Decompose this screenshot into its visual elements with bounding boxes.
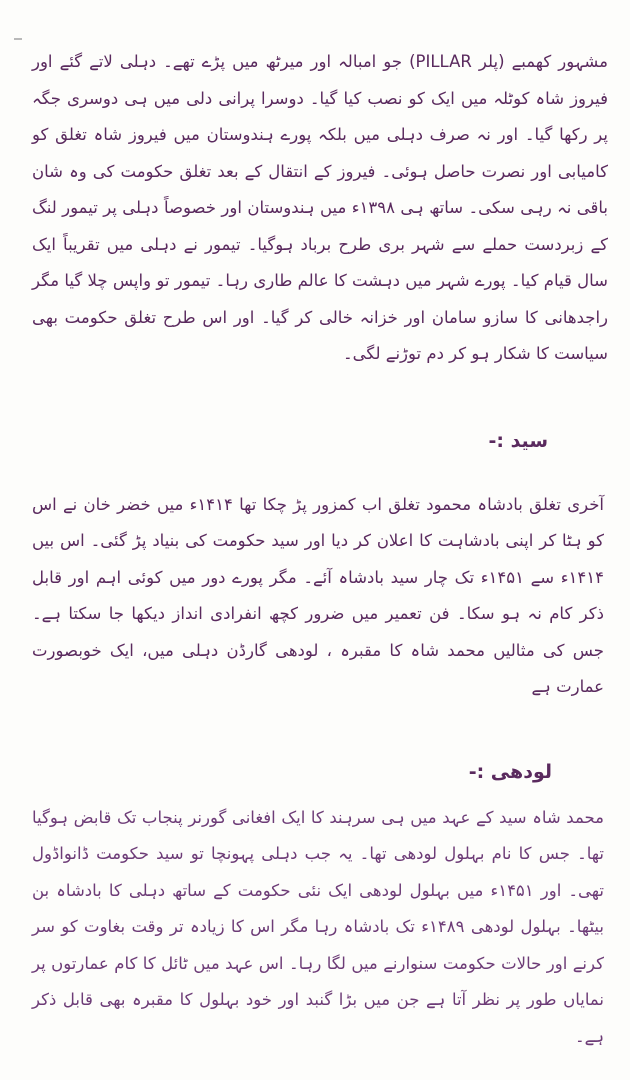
sayyid-heading: سید :- [488, 429, 548, 452]
lodi-heading: لودھی :- [468, 760, 552, 783]
sayyid-paragraph: آخری تغلق بادشاہ محمود تغلق اب کمزور پڑ چکا تھا ۱۴۱۴ء میں خضر خان نے اس کو ہٹا کر اپنی بادشاہت کا اعلان کر دیا اور سید حکومت کی بنیاد پڑ گئی۔ اس بیں ۱۴۱۴ء سے ۱۴۵۱ء تک چار سید بادشاہ آئے۔ مگر پورے دور میں کوئی اہم اور قابل ذکر کام نہ ہو سکا۔ فن تعمیر میں ضرور کچھ انفرادی انداز دیکھا جا سکتا ہے۔ جس کی مثالیں محمد شاہ کا مقبرہ ، لودھی گارڈن دہلی میں، ایک خوبصورت عمارت ہے [32, 494, 604, 696]
intro-paragraph: مشہور کھمبے (پلر PILLAR) جو امبالہ اور میرٹھ میں پڑے تھے۔ دہلی لاتے گئے اور فیروز شاہ کوٹلہ میں ایک کو نصب کیا گیا۔ دوسرا پرانی دلی میں ہی دوسری جگہ پر رکھا گیا۔ اور نہ صرف دہلی میں بلکہ پورے ہندوستان میں فیروز شاہ تغلق کو کامیابی اور نصرت حاصل ہوئی۔ فیروز کے انتقال کے بعد تغلق حکومت کی وہ شان باقی نہ رہی سکی۔ ساتھ ہی ۱۳۹۸ء میں ہندوستان اور خصوصاً دہلی پر تیمور لنگ کے زبردست حملے سے شہر بری طرح برباد ہوگیا۔ تیمور نے دہلی میں تقریباً ایک سال قیام کیا۔ پورے شہر میں دہشت کا عالم طاری رہا۔ تیمور تو واپس چلا گیا مگر راجدھانی کا سازو سامان اور خزانہ خالی کر گیا۔ اور اس طرح تغلق حکومت بھی سیاست کا شکار ہو کر دم توڑنے لگی۔ [32, 52, 608, 363]
lodi-paragraph: محمد شاہ سید کے عہد میں ہی سرہند کا ایک افغانی گورنر پنجاب تک قابض ہوگیا تھا۔ جس کا نام بہلول لودھی تھا۔ یہ جب دہلی پہونچا تو سید حکومت ڈانواڈول تھی۔ اور ۱۴۵۱ء میں بہلول لودھی ایک نئی حکومت کے ساتھ دہلی کا بادشاہ بن بیٹھا۔ بہلول لودھی ۱۴۸۹ء تک بادشاہ رہا مگر اس کا زیادہ تر وقت بغاوت کو سر کرنے اور حالات حکومت سنوارنے میں لگا رہا۔ اس عہد میں ٹائل کا کام عمارتوں پر نمایاں طور پر نظر آتا ہے جن میں بڑا گنبد اور خود بہلول کا مقبرہ بھی قابل ذکر ہے۔ [32, 807, 604, 1046]
scan-mark [14, 38, 22, 40]
